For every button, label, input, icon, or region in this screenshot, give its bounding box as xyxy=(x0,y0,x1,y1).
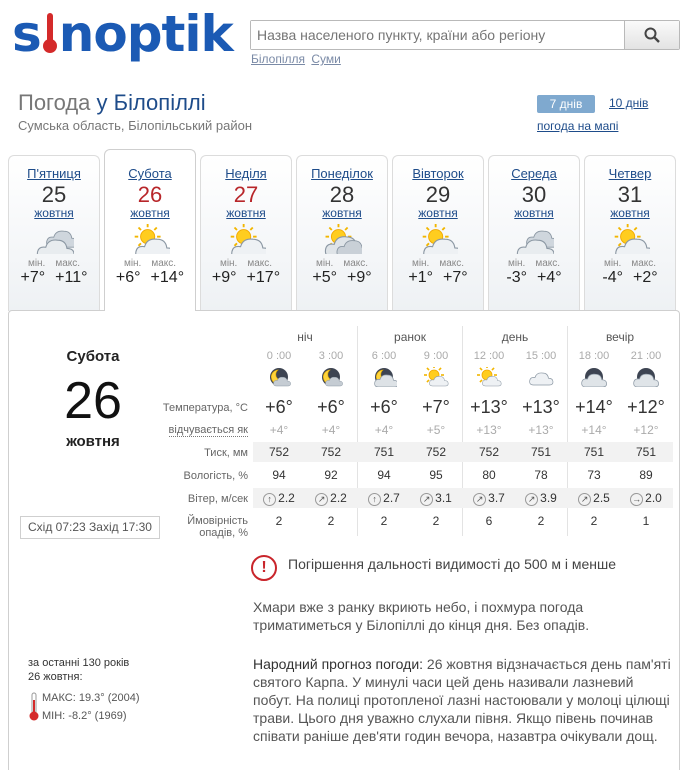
search-button[interactable] xyxy=(624,21,679,49)
wind-direction-icon: ↗ xyxy=(420,493,433,506)
min-label: мін. xyxy=(315,258,334,269)
day-date: 29 xyxy=(425,182,451,207)
pressure-cell: 751 xyxy=(530,445,552,459)
precip-cell: 6 xyxy=(485,514,493,528)
sun-cloud-icon xyxy=(423,367,449,387)
thermometer-icon xyxy=(42,9,58,53)
precip-cell: 2 xyxy=(590,514,598,528)
min-max-labels xyxy=(393,258,483,269)
search-input[interactable] xyxy=(251,21,624,49)
min-max-temps xyxy=(489,269,579,287)
day-month[interactable]: жовтня xyxy=(130,206,170,220)
precip-cell: 2 xyxy=(537,514,545,528)
wind-cell: ↑ 2.7 xyxy=(358,491,410,506)
history-block xyxy=(28,656,129,684)
humidity-cell: 95 xyxy=(429,468,443,482)
hour-label: 21 :00 xyxy=(630,350,662,362)
day-card[interactable] xyxy=(584,155,676,311)
min-max-temps xyxy=(9,269,99,287)
day-name[interactable]: Вівторок xyxy=(412,166,464,181)
history-max: МАКС: 19.3° (2004) xyxy=(42,692,140,704)
hour-label: 15 :00 xyxy=(525,350,557,362)
partly-cloudy-icon xyxy=(226,224,266,254)
pressure-cell: 752 xyxy=(268,445,290,459)
day-name[interactable]: Четвер xyxy=(608,166,652,181)
precip-cell: 2 xyxy=(380,514,388,528)
humidity-cell: 89 xyxy=(639,468,653,482)
humidity-cell: 94 xyxy=(377,468,391,482)
min-label: мін. xyxy=(123,258,142,269)
day-date: 25 xyxy=(41,182,67,207)
day-card[interactable] xyxy=(200,155,292,311)
feel-cell: +12° xyxy=(633,423,659,437)
logo-text-end: noptik xyxy=(58,5,233,63)
search-icon xyxy=(644,27,660,43)
row-label-humidity: Вологість, % xyxy=(183,470,248,482)
day-name[interactable]: Середа xyxy=(511,166,557,181)
overcast-icon xyxy=(581,367,607,387)
pressure-cell: 752 xyxy=(478,445,500,459)
logo-text-start: s xyxy=(12,5,41,63)
history-min: МІН: -8.2° (1969) xyxy=(42,710,127,722)
title-city: у Білопіллі xyxy=(96,90,206,115)
day-date: 31 xyxy=(617,182,643,207)
feel-cell: +4° xyxy=(374,423,394,437)
row-label-pressure: Тиск, мм xyxy=(204,447,248,459)
max-temp: +17° xyxy=(246,269,281,286)
weather-map-link[interactable]: погода на мапі xyxy=(537,119,619,133)
humidity-cell: 92 xyxy=(324,468,338,482)
sinoptik-logo[interactable] xyxy=(12,6,233,62)
max-label: макс. xyxy=(151,258,177,269)
history-period: за останні 130 років xyxy=(28,657,130,669)
temp-cell: +14° xyxy=(575,397,613,417)
moon-cloud-icon xyxy=(318,367,344,387)
max-label: макс. xyxy=(55,258,81,269)
sun-cloud-icon xyxy=(476,367,502,387)
day-name[interactable]: Неділя xyxy=(225,166,267,181)
max-label: макс. xyxy=(535,258,561,269)
folk-forecast-label: Народний прогноз погоди: xyxy=(253,656,424,672)
min-max-labels xyxy=(585,258,675,269)
folk-forecast xyxy=(253,655,673,745)
sun-cloudy-icon xyxy=(322,224,362,254)
min-max-temps xyxy=(393,269,483,287)
wind-cell: ↗ 3.9 xyxy=(515,491,567,506)
temp-cell: +13° xyxy=(522,397,560,417)
pressure-cell: 752 xyxy=(320,445,342,459)
temp-cell: +12° xyxy=(627,397,665,417)
min-temp: -3° xyxy=(506,269,527,286)
min-label: мін. xyxy=(507,258,526,269)
day-month[interactable]: жовтня xyxy=(514,206,554,220)
hour-label: 12 :00 xyxy=(473,350,505,362)
humidity-cell: 80 xyxy=(482,468,496,482)
temp-cell: +6° xyxy=(265,397,293,417)
day-card[interactable] xyxy=(8,155,100,311)
min-max-temps xyxy=(297,269,387,287)
min-max-labels xyxy=(201,258,291,269)
day-month[interactable]: жовтня xyxy=(34,206,74,220)
wind-cell: ↗ 2.5 xyxy=(568,491,620,506)
temp-cell: +6° xyxy=(370,397,398,417)
hour-label: 3 :00 xyxy=(318,350,344,362)
day-card[interactable] xyxy=(488,155,580,311)
day-date: 26 xyxy=(137,182,163,207)
period-label: вечір xyxy=(605,330,635,344)
row-label-feel: відчувається як xyxy=(168,424,248,436)
day-month[interactable]: жовтня xyxy=(322,206,362,220)
min-temp: +9° xyxy=(211,269,237,286)
day-date: 28 xyxy=(329,182,355,207)
period-label: ніч xyxy=(297,330,313,344)
wind-cell: ↑ 2.2 xyxy=(253,491,305,506)
sunrise-sunset: Схід 07:23 Захід 17:30 xyxy=(20,516,160,539)
min-temp: +7° xyxy=(20,269,46,286)
max-label: макс. xyxy=(247,258,273,269)
selected-day-date: 26 xyxy=(64,372,122,430)
title-prefix: Погода xyxy=(18,90,97,115)
max-temp: +9° xyxy=(347,269,372,286)
day-name[interactable]: Субота xyxy=(128,166,172,181)
wind-direction-icon: ↗ xyxy=(473,493,486,506)
feel-cell: +13° xyxy=(528,423,554,437)
pressure-cell: 751 xyxy=(583,445,605,459)
max-label: макс. xyxy=(343,258,369,269)
quick-link-bilopillia[interactable]: Білопілля xyxy=(251,52,306,66)
precip-cell: 2 xyxy=(327,514,335,528)
wind-cell: ↗ 2.2 xyxy=(305,491,357,506)
wind-direction-icon: ↗ xyxy=(315,493,328,506)
partly-cloudy-icon xyxy=(130,224,170,254)
min-max-labels xyxy=(9,258,99,269)
warning-icon: ! xyxy=(251,555,277,581)
min-label: мін. xyxy=(219,258,238,269)
partly-cloudy-icon xyxy=(418,224,458,254)
day-date: 30 xyxy=(521,182,547,207)
max-temp: +7° xyxy=(443,269,468,286)
day-month[interactable]: жовтня xyxy=(418,206,458,220)
cloud-icon xyxy=(528,367,554,387)
wind-direction-icon: ↑ xyxy=(368,493,381,506)
history-date: 26 жовтня: xyxy=(28,671,83,683)
search-bar xyxy=(250,20,680,50)
day-date: 27 xyxy=(233,182,259,207)
precip-cell: 2 xyxy=(275,514,283,528)
selected-day-name: Субота xyxy=(66,348,120,365)
wind-direction-icon: ↑ xyxy=(263,493,276,506)
overcast-icon xyxy=(633,367,659,387)
precip-cell: 2 xyxy=(432,514,440,528)
min-label: мін. xyxy=(411,258,430,269)
humidity-cell: 94 xyxy=(272,468,286,482)
warning-text: Погіршення дальності видимості до 500 м і менше xyxy=(288,556,616,572)
pressure-cell: 751 xyxy=(373,445,395,459)
min-max-labels xyxy=(297,258,387,269)
period-label: день xyxy=(501,330,529,344)
day-name[interactable]: П'ятниця xyxy=(27,166,81,181)
humidity-cell: 73 xyxy=(587,468,601,482)
min-label: мін. xyxy=(603,258,622,269)
wind-cell: ↗ 3.1 xyxy=(410,491,462,506)
max-temp: +4° xyxy=(536,269,562,286)
day-month[interactable]: жовтня xyxy=(226,206,266,220)
day-name[interactable]: Понеділок xyxy=(311,166,373,181)
cloudy-icon xyxy=(514,224,554,254)
hour-label: 0 :00 xyxy=(266,350,292,362)
quick-link-sumy[interactable]: Суми xyxy=(311,52,341,66)
temp-cell: +13° xyxy=(470,397,508,417)
hour-label: 9 :00 xyxy=(423,350,449,362)
moon-cloud-icon xyxy=(266,367,292,387)
page-title xyxy=(18,90,206,116)
min-temp: +6° xyxy=(115,269,141,286)
min-temp: +5° xyxy=(312,269,337,286)
max-temp: +11° xyxy=(55,269,88,286)
region-label: Сумська область, Білопільський район xyxy=(18,118,253,133)
hour-label: 6 :00 xyxy=(371,350,397,362)
day-card[interactable] xyxy=(104,149,196,311)
day-card[interactable] xyxy=(392,155,484,311)
temp-cell: +7° xyxy=(422,397,450,417)
feel-cell: +4° xyxy=(269,423,289,437)
pressure-cell: 751 xyxy=(635,445,657,459)
max-temp: +2° xyxy=(632,269,658,286)
min-label: мін. xyxy=(27,258,46,269)
feel-cell: +5° xyxy=(426,423,446,437)
wind-direction-icon: → xyxy=(632,494,642,504)
temp-cell: +6° xyxy=(317,397,345,417)
min-max-temps xyxy=(201,269,291,287)
feel-cell: +14° xyxy=(581,423,607,437)
min-max-temps xyxy=(105,269,195,287)
row-label-precip: Ймовірність опадів, % xyxy=(187,515,248,539)
night-cloudy-icon xyxy=(371,367,397,387)
wind-direction-icon: ↗ xyxy=(578,493,591,506)
weather-description: Хмари вже з ранку вкриють небо, і похмура погода триматиметься у Білопіллі до кінця дня. Без опадів. xyxy=(253,599,590,633)
wind-direction-icon: ↗ xyxy=(525,493,538,506)
max-label: макс. xyxy=(631,258,657,269)
day-month[interactable]: жовтня xyxy=(610,206,650,220)
min-max-temps xyxy=(585,269,675,287)
max-label: макс. xyxy=(439,258,465,269)
min-temp: +1° xyxy=(408,269,433,286)
folk-forecast-text: 26 жовтня відзначається день пам'яті святого Карпа. У минулі часи цей день називали лазневий побут. На полиці протопленої лазні настоювали у молоці цілющі трави. Цього дня уважно слухали півня. Якщо півень починав співати раніше дев'яти годин вечора, назавтра очікували дощ. xyxy=(253,656,671,744)
wind-cell: → 2.0 xyxy=(632,491,662,505)
period-label: ранок xyxy=(394,330,426,344)
max-temp: +14° xyxy=(150,269,185,286)
min-temp: -4° xyxy=(602,269,623,286)
partly-cloudy-icon xyxy=(610,224,650,254)
tab-7-days[interactable]: 7 днів xyxy=(537,95,595,113)
humidity-cell: 78 xyxy=(534,468,548,482)
quick-links xyxy=(251,52,344,66)
tab-10-days[interactable]: 10 днів xyxy=(609,96,649,110)
selected-day-month: жовтня xyxy=(66,433,120,450)
min-max-labels xyxy=(489,258,579,269)
wind-cell: ↗ 3.7 xyxy=(463,491,515,506)
cloudy-icon xyxy=(34,224,74,254)
row-label-wind: Вітер, м/сек xyxy=(187,493,248,505)
min-max-labels xyxy=(105,258,195,269)
precip-cell: 1 xyxy=(642,514,650,528)
hour-label: 18 :00 xyxy=(578,350,610,362)
day-card[interactable] xyxy=(296,155,388,311)
pressure-cell: 752 xyxy=(425,445,447,459)
history-thermometer-icon xyxy=(29,692,39,722)
days-strip xyxy=(8,155,680,311)
row-label-temp: Температура, °С xyxy=(162,402,248,414)
feel-cell: +4° xyxy=(321,423,341,437)
feel-cell: +13° xyxy=(476,423,502,437)
